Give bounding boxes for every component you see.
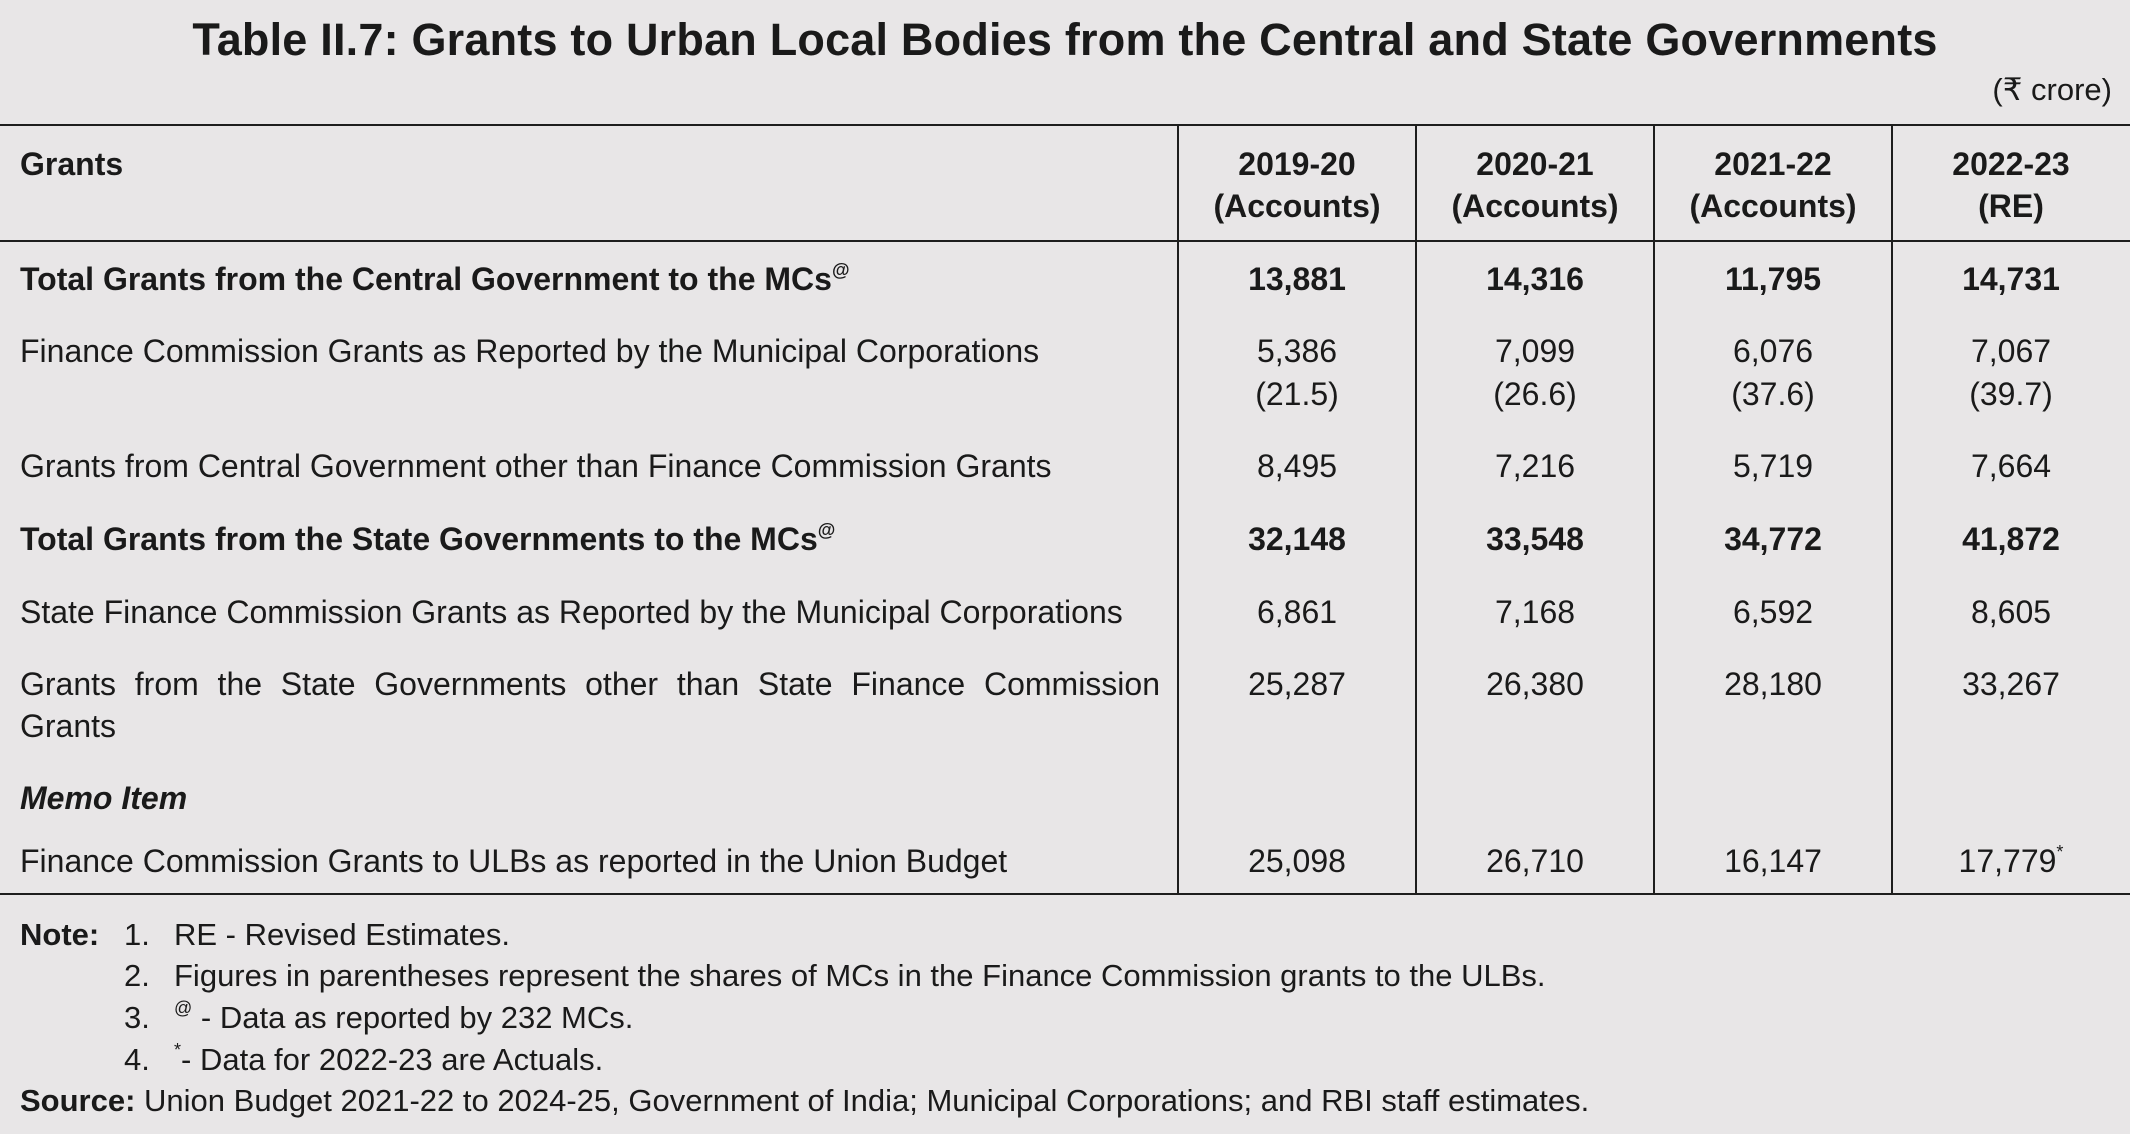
cell-value: 6,861 <box>1256 594 1338 630</box>
memo-heading: Memo Item <box>20 780 188 816</box>
column-divider <box>1891 125 1893 894</box>
header-type: (Accounts) <box>1689 188 1857 224</box>
header-year: 2022-23 <box>1952 146 2070 182</box>
header-bottom-rule <box>0 240 2130 242</box>
source-line <box>20 1080 1589 1121</box>
row-label: Finance Commission Grants as Reported by the Municipal Corporations <box>20 333 1040 369</box>
note-number: 3. <box>124 1000 150 1035</box>
cell-share: (26.6) <box>1493 376 1577 412</box>
note-label: Note: <box>20 917 100 952</box>
cell-value: 14,731 <box>1962 261 2060 297</box>
cell-value: 7,216 <box>1494 448 1576 484</box>
cell-value: 25,287 <box>1248 666 1346 702</box>
header-year: 2021-22 <box>1714 146 1832 182</box>
cell-value: 7,168 <box>1494 594 1576 630</box>
cell-value: 34,772 <box>1724 521 1822 557</box>
header-year: 2019-20 <box>1238 146 1356 182</box>
header-grants: Grants <box>20 146 124 182</box>
asterisk-mark: * <box>174 1040 182 1060</box>
column-divider <box>1415 125 1417 894</box>
at-mark: @ <box>817 520 836 540</box>
memo-row-label: Finance Commission Grants to ULBs as reported in the Union Budget <box>20 843 1008 879</box>
cell-value: 33,267 <box>1962 666 2060 702</box>
header-year: 2020-21 <box>1476 146 1594 182</box>
note-text: @ - Data as reported by 232 MCs. <box>174 998 634 1035</box>
cell-value: 7,099 <box>1494 333 1576 369</box>
header-type: (Accounts) <box>1213 188 1381 224</box>
cell-value: 5,386 <box>1256 333 1338 369</box>
memo-value: 25,098 <box>1248 843 1346 879</box>
row-label: Grants from Central Government other than Finance Commission Grants <box>20 448 1052 484</box>
cell-share: (21.5) <box>1255 376 1339 412</box>
column-divider <box>1653 125 1655 894</box>
cell-value: 13,881 <box>1248 261 1346 297</box>
column-divider <box>1177 125 1179 894</box>
row-label: Grants from the State Governments other than State Finance Commission <box>20 666 1160 702</box>
source-text: Union Budget 2021-22 to 2024-25, Government of India; Municipal Corporations; and RBI staff estimates. <box>144 1083 1590 1118</box>
cell-value: 6,592 <box>1732 594 1814 630</box>
memo-value: 26,710 <box>1486 843 1584 879</box>
header-type: (Accounts) <box>1451 188 1619 224</box>
table-top-rule <box>0 124 2130 126</box>
note-number: 2. <box>124 958 150 993</box>
table-title: Table II.7: Grants to Urban Local Bodies from the Central and State Governments <box>192 14 1938 65</box>
row-label: State Finance Commission Grants as Reported by the Municipal Corporations <box>20 594 1123 630</box>
cell-share: (39.7) <box>1969 376 2053 412</box>
cell-share: (37.6) <box>1731 376 1815 412</box>
table-bottom-rule <box>0 893 2130 895</box>
cell-value: 32,148 <box>1248 521 1346 557</box>
row-label: Total Grants from the State Governments to the MCs@ <box>20 520 836 557</box>
at-mark: @ <box>174 998 193 1018</box>
cell-value: 11,795 <box>1724 261 1822 297</box>
note-number: 1. <box>124 917 150 952</box>
row-label-continued: Grants <box>20 708 117 744</box>
cell-value: 26,380 <box>1486 666 1584 702</box>
cell-value: 8,495 <box>1256 448 1338 484</box>
cell-value: 7,067 <box>1970 333 2052 369</box>
cell-value: 8,605 <box>1970 594 2052 630</box>
header-type: (RE) <box>1978 188 2044 224</box>
note-text: *- Data for 2022-23 are Actuals. <box>174 1040 604 1077</box>
row-label: Total Grants from the Central Government to the MCs@ <box>20 260 850 297</box>
at-mark: @ <box>831 260 850 280</box>
cell-value: 33,548 <box>1486 521 1584 557</box>
cell-value: 28,180 <box>1724 666 1822 702</box>
asterisk-mark: * <box>2056 842 2064 862</box>
cell-value: 7,664 <box>1970 448 2052 484</box>
cell-value: 41,872 <box>1962 521 2060 557</box>
cell-value: 5,719 <box>1732 448 1814 484</box>
memo-value: 17,779* <box>1958 842 2064 879</box>
cell-value: 6,076 <box>1732 333 1814 369</box>
note-text: Figures in parentheses represent the shares of MCs in the Finance Commission grants to the ULBs. <box>174 958 1546 993</box>
note-text: RE - Revised Estimates. <box>174 917 510 952</box>
memo-value: 16,147 <box>1724 843 1822 879</box>
note-number: 4. <box>124 1042 150 1077</box>
cell-value: 14,316 <box>1486 261 1584 297</box>
unit-label: (₹ crore) <box>1992 72 2112 107</box>
source-label: Source: <box>20 1083 136 1118</box>
